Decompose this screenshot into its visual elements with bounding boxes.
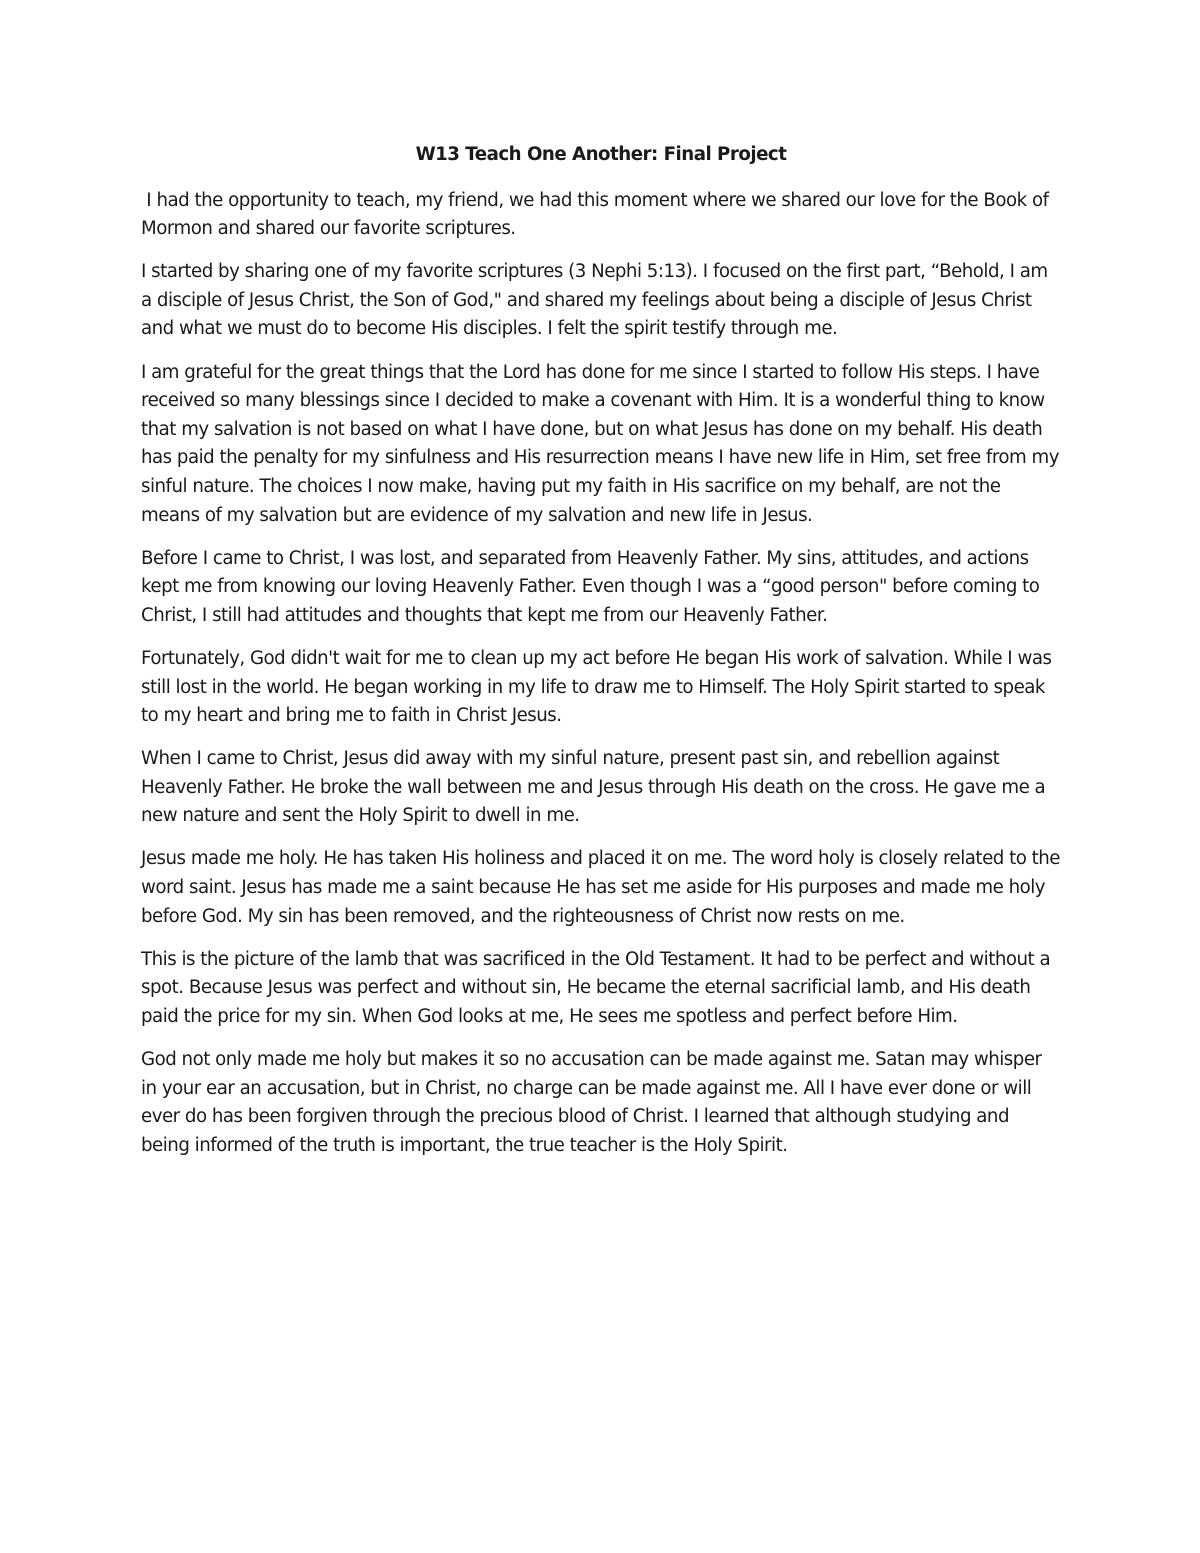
paragraph-lamb: This is the picture of the lamb that was sacrificed in the Old Testament. It had to be perfect and without a spot. Because Jesus was perfect and without sin, He became the eternal sacrificial lamb, and His death paid the price for my sin. When God looks at me, He sees me spotless and perfect before Him. <box>141 948 1051 1027</box>
paragraph-fortunately: Fortunately, God didn't wait for me to clean up my act before He began His work of salvation. While I was still lost in the world. He began working in my life to draw me to Himself. The Holy Spirit started to speak to my heart and bring me to faith in Christ Jesus. <box>141 647 1052 727</box>
paragraph-scripture: I started by sharing one of my favorite scriptures (3 Nephi 5:13). I focused on the first part, “Behold, I am a disciple of Jesus Christ, the Son of God," and shared my feelings about being a disciple of Jesus Christ and what we must do to become His disciples. I felt the spirit testify through me. <box>141 261 1048 340</box>
paragraph-came-to-christ: When I came to Christ, Jesus did away with my sinful nature, present past sin, and rebellion against Heavenly Father. He broke the wall between me and Jesus through His death on the cross. He gave me a new nature and sent the Holy Spirit to dwell in me. <box>141 748 1046 827</box>
paragraph-intro: I had the opportunity to teach, my friend, we had this moment where we shared our love for the Book of Mormon and shared our favorite scriptures. <box>141 189 1054 240</box>
paragraph-holy: Jesus made me holy. He has taken His holiness and placed it on me. The word holy is closely related to the word saint. Jesus has made me a saint because He has set me aside for His purposes and made me holy before God. My sin has been removed, and the righteousness of Christ now rests on me. <box>141 848 1060 927</box>
paragraph-grateful: I am grateful for the great things that the Lord has done for me since I started to follow His steps. I have received so many blessings since I decided to make a covenant with Him. It is a wonderful thing to know that my salvation is not based on what I have done, but on what Jesus has done on my behalf. His death has paid the penalty for my sinfulness and His resurrection means I have new life in Him, set free from my sinful nature. The choices I now make, having put my faith in His sacrifice on my behalf, are not the means of my salvation but are evidence of my salvation and new life in Jesus. <box>141 361 1060 526</box>
document-body <box>141 141 1061 1175</box>
paragraph-before-christ: Before I came to Christ, I was lost, and separated from Heavenly Father. My sins, attitudes, and actions kept me from knowing our loving Heavenly Father. Even though I was a “good person" before coming to Christ, I still had attitudes and thoughts that kept me from our Heavenly Father. <box>141 547 1040 626</box>
document-title: W13 Teach One Another: Final Project <box>415 144 787 165</box>
paragraph-accusation: God not only made me holy but makes it so no accusation can be made against me. Satan may whisper in your ear an accusation, but in Christ, no charge can be made against me. All I have ever done or will ever do has been forgiven through the precious blood of Christ. I learned that although studying and being informed of the truth is important, the true teacher is the Holy Spirit. <box>141 1049 1042 1156</box>
